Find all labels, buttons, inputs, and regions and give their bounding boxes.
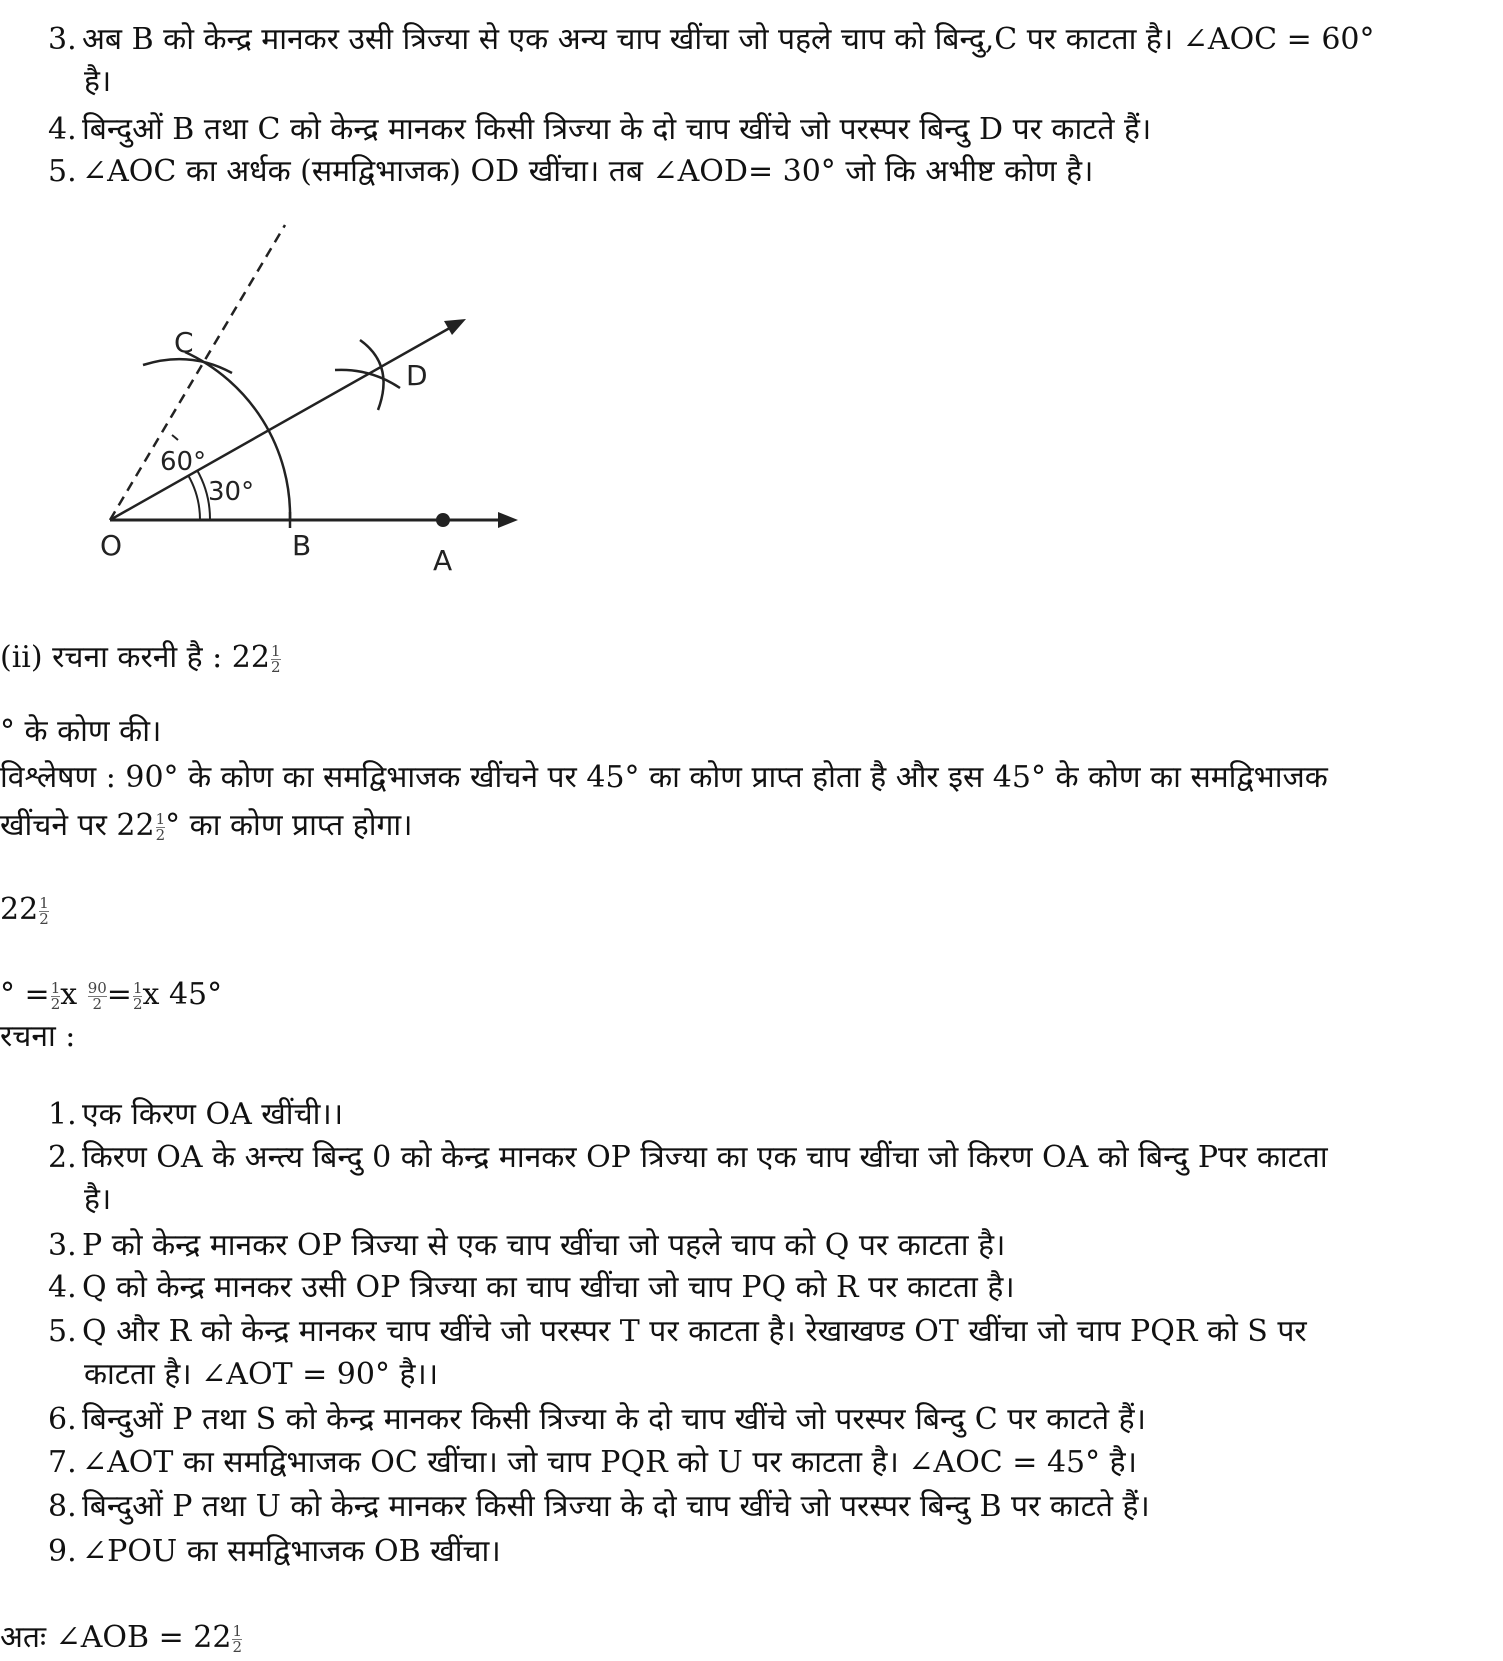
step-number: 3. xyxy=(48,1228,77,1263)
step-i-4 xyxy=(48,110,1151,150)
step-number: 5. xyxy=(48,1314,77,1349)
construction-figure xyxy=(0,200,540,580)
step-text: ∠POU का समद्विभाजक OB खींचा। xyxy=(82,1534,501,1569)
fraction-half xyxy=(270,641,281,676)
step-number: 5. xyxy=(48,154,77,189)
label-a: A xyxy=(433,544,453,577)
frac-den: 2 xyxy=(232,1637,242,1656)
step-ii-1 xyxy=(48,1095,343,1135)
conclusion xyxy=(0,1618,242,1658)
arc-d-2 xyxy=(335,370,400,388)
frac-den: 2 xyxy=(88,996,107,1012)
step-ii-6 xyxy=(48,1400,1146,1440)
step-number: 7. xyxy=(48,1445,77,1480)
part-ii-heading xyxy=(0,638,281,678)
step-text: बिन्दुओं B तथा C को केन्द्र मानकर किसी त्रिज्या के दो चाप खींचे जो परस्पर बिन्दु D पर काटते हैं। xyxy=(82,112,1152,147)
formula-end: x 45° xyxy=(142,977,223,1012)
frac-den: 2 xyxy=(155,825,166,844)
frac-den: 2 xyxy=(270,657,281,676)
step-text: Q और R को केन्द्र मानकर चाप खींचे जो परस्पर T पर काटता है। रेखाखण्ड OT खींचा जो चाप PQR को S पर xyxy=(82,1314,1307,1349)
angle-mark-60 xyxy=(172,435,178,440)
formula-x: x xyxy=(60,977,78,1012)
formula-int xyxy=(0,890,49,930)
frac-num: 1 xyxy=(132,978,143,997)
frac-den: 2 xyxy=(50,994,61,1013)
step-number: 4. xyxy=(48,112,77,147)
step-i-5 xyxy=(48,152,1093,192)
analysis-line-2 xyxy=(0,806,413,846)
step-text: बिन्दुओं P तथा U को केन्द्र मानकर किसी त्रिज्या के दो चाप खींचे जो परस्पर बिन्दु B पर काटते हैं। xyxy=(82,1489,1150,1524)
frac-num: 1 xyxy=(232,1621,242,1640)
frac-num: 1 xyxy=(155,809,166,828)
step-text: Q को केन्द्र मानकर उसी OP त्रिज्या का चाप खींचा जो चाप PQ को R पर काटता है। xyxy=(82,1270,1015,1305)
step-ii-5 xyxy=(48,1312,1307,1352)
frac-den: 2 xyxy=(39,909,49,928)
analysis-text-a: खींचने पर 22 xyxy=(0,808,155,843)
formula-eq: ° = xyxy=(0,977,50,1012)
fraction-half xyxy=(39,893,49,928)
step-i-3-cont: है। xyxy=(84,64,112,99)
conclusion-text: अतः ∠AOB = 22 xyxy=(0,1620,232,1655)
frac-num: 1 xyxy=(270,641,281,660)
label-c: C xyxy=(174,326,194,359)
ray-od xyxy=(110,325,455,520)
analysis-text-b: ° का कोण प्राप्त होगा। xyxy=(165,808,413,843)
step-ii-4 xyxy=(48,1268,1015,1308)
step-ii-8 xyxy=(48,1487,1150,1527)
step-text: बिन्दुओं P तथा S को केन्द्र मानकर किसी त्रिज्या के दो चाप खींचे जो परस्पर बिन्दु C पर काटते हैं। xyxy=(82,1402,1146,1437)
step-text: ∠AOT का समद्विभाजक OC खींचा। जो चाप PQR को U पर काटता है। ∠AOC = 45° है। xyxy=(82,1445,1137,1480)
label-angle-60: 60° xyxy=(160,447,207,477)
fraction-half xyxy=(232,1621,242,1656)
point-a xyxy=(436,513,450,527)
step-number: 6. xyxy=(48,1402,77,1437)
label-b: B xyxy=(292,529,312,562)
step-number: 4. xyxy=(48,1270,77,1305)
analysis-line-1: विश्लेषण : 90° के कोण का समद्विभाजक खींचने पर 45° का कोण प्राप्त होता है और इस 45° के कोण का समद्विभाजक xyxy=(0,760,1328,795)
fraction-90-2 xyxy=(87,978,107,1013)
formula-int-value: 22 xyxy=(0,892,39,927)
label-o: O xyxy=(100,529,123,562)
frac-den: 2 xyxy=(132,994,143,1013)
step-number: 9. xyxy=(48,1534,77,1569)
construction-label: रचना : xyxy=(0,1019,76,1054)
step-text: अब B को केन्द्र मानकर उसी त्रिज्या से एक अन्य चाप खींचा जो पहले चाप को बिन्दु,C पर काटता है। ∠AOC = 60° xyxy=(82,22,1375,57)
angle-mark-30-inner xyxy=(188,475,200,520)
step-ii-5-cont: काटता है। ∠AOT = 90° है।। xyxy=(84,1357,439,1392)
heading-text: (ii) रचना करनी है : 22 xyxy=(0,640,270,675)
formula-line xyxy=(0,975,222,1015)
step-ii-3 xyxy=(48,1226,1005,1266)
step-text: एक किरण OA खींची।। xyxy=(82,1097,344,1132)
fraction-half xyxy=(50,978,61,1013)
formula-eq2: = xyxy=(106,977,132,1012)
arrowhead-d xyxy=(444,319,466,335)
arrowhead-a xyxy=(498,512,518,528)
frac-num: 1 xyxy=(39,893,49,912)
step-ii-2 xyxy=(48,1138,1328,1178)
frac-num: 90 xyxy=(87,978,107,997)
step-ii-2-cont: है। xyxy=(84,1182,112,1217)
step-text: किरण OA के अन्त्य बिन्दु 0 को केन्द्र मानकर OP त्रिज्या का एक चाप खींचा जो किरण OA को बिन्दु Pपर काटता xyxy=(82,1140,1328,1175)
step-text: P को केन्द्र मानकर OP त्रिज्या से एक चाप खींचा जो पहले चाप को Q पर काटता है। xyxy=(82,1228,1006,1263)
frac-num: 1 xyxy=(50,978,61,997)
label-d: D xyxy=(406,359,428,392)
step-number: 2. xyxy=(48,1140,77,1175)
step-i-3 xyxy=(48,20,1375,60)
step-text: ∠AOC का अर्धक (समद्विभाजक) OD खींचा। तब ∠AOD= 30° जो कि अभीष्ट कोण है। xyxy=(82,154,1094,189)
fraction-half xyxy=(155,809,166,844)
step-number: 3. xyxy=(48,22,77,57)
step-ii-9 xyxy=(48,1532,501,1572)
step-ii-7 xyxy=(48,1443,1137,1483)
part-ii-heading-cont: ° के कोण की। xyxy=(0,714,162,749)
step-number: 8. xyxy=(48,1489,77,1524)
label-angle-30: 30° xyxy=(208,477,255,507)
step-number: 1. xyxy=(48,1097,77,1132)
